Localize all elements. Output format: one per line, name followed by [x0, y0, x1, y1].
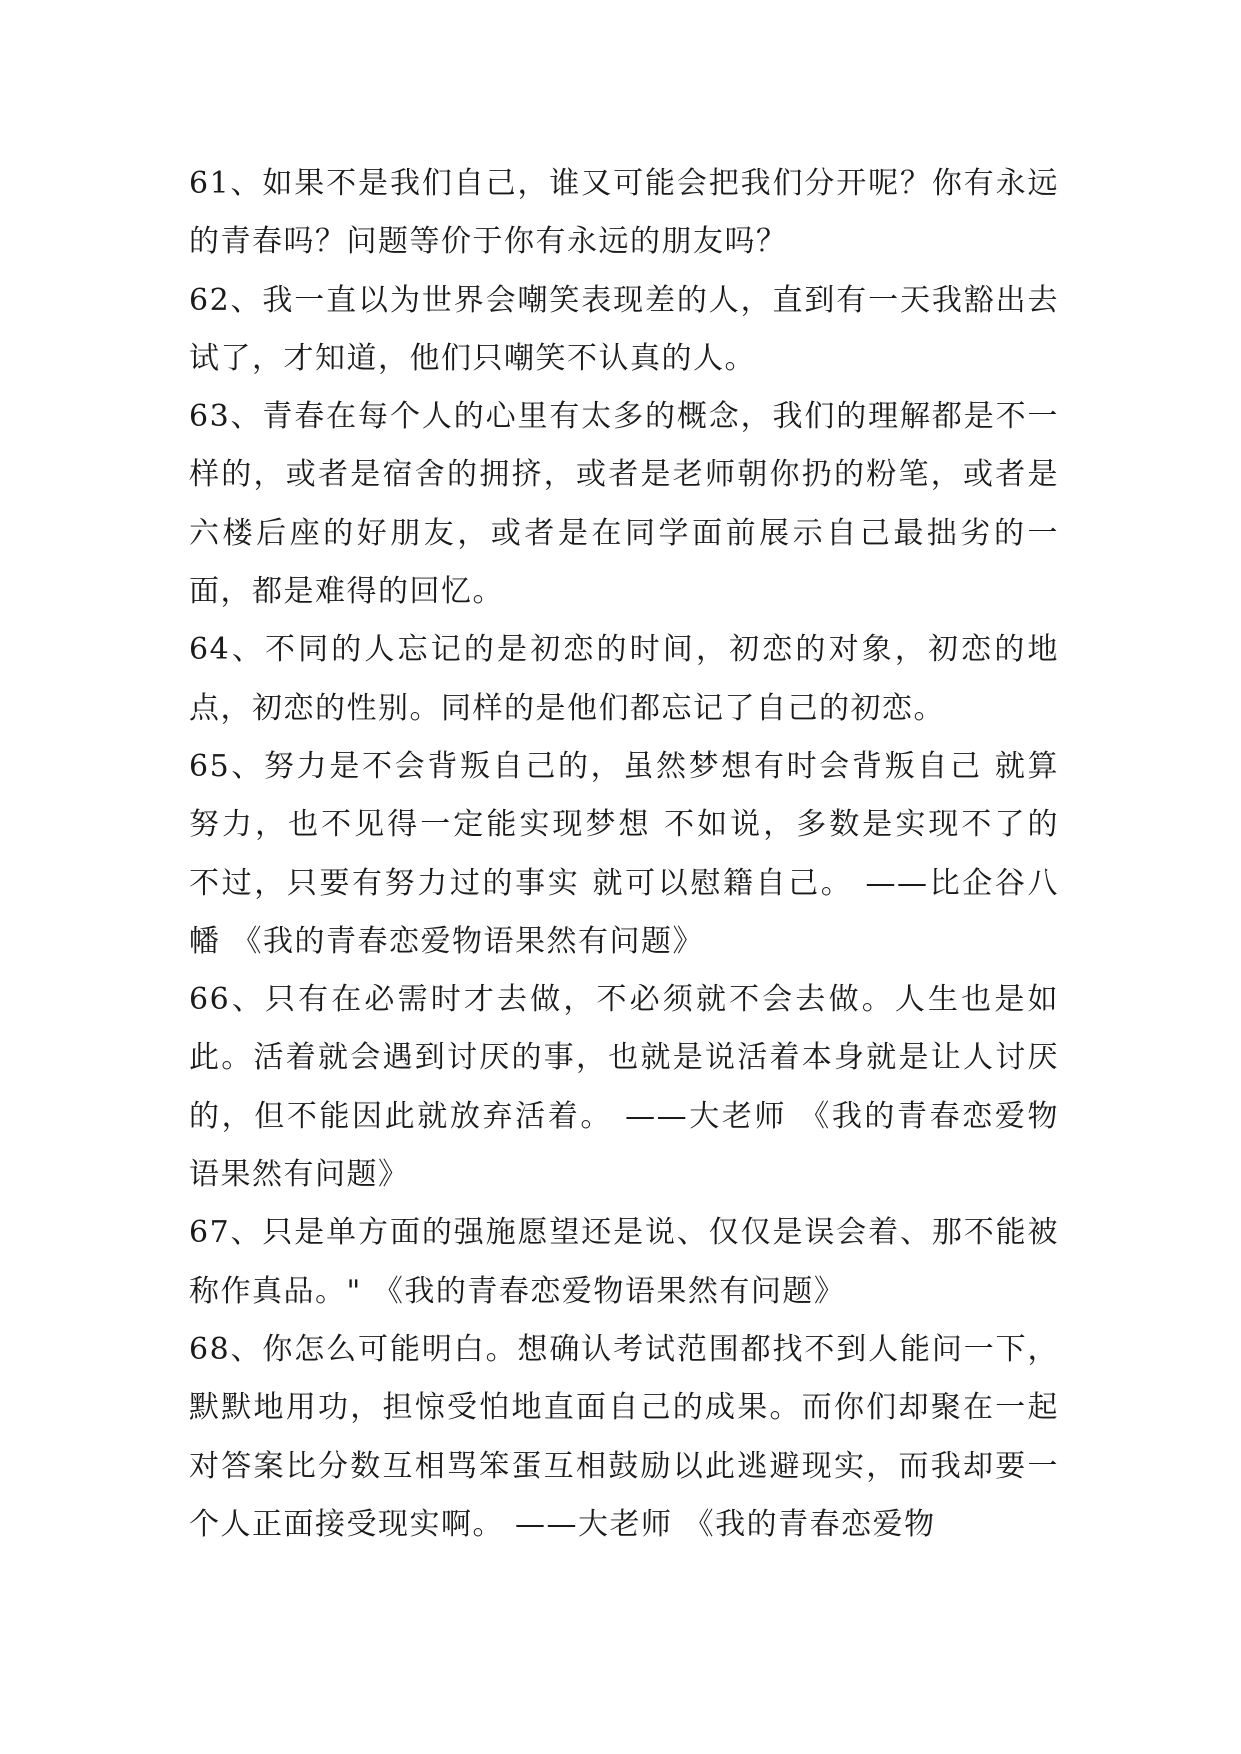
paragraph-61: 61、如果不是我们自己，谁又可能会把我们分开呢？你有永远的青春吗？问题等价于你有永远的朋友吗？ — [189, 166, 1059, 260]
paragraph-68: 68、你怎么可能明白。想确认考试范围都找不到人能问一下，默默地用功，担惊受怕地直面自己的成果。而你们却聚在一起对答案比分数互相骂笨蛋互相鼓励以此逃避现实，而我却要一个人正面接受现实啊。 ——大老师 《我的青春恋爱物 — [189, 1331, 1059, 1542]
paragraph-66: 66、只有在必需时才去做，不必须就不会去做。人生也是如此。活着就会遇到讨厌的事，也就是说活着本身就是让人讨厌的，但不能因此就放弃活着。 ——大老师 《我的青春恋爱物语果然有问题》 — [189, 982, 1059, 1193]
paragraph-64: 64、不同的人忘记的是初恋的时间，初恋的对象，初恋的地点，初恋的性别。同样的是他们都忘记了自己的初恋。 — [189, 632, 1059, 726]
paragraph-67: 67、只是单方面的强施愿望还是说、仅仅是误会着、那不能被称作真品。" 《我的青春恋爱物语果然有问题》 — [189, 1215, 1059, 1309]
document-page — [189, 155, 1059, 1554]
paragraph-65: 65、努力是不会背叛自己的，虽然梦想有时会背叛自己 就算努力，也不见得一定能实现梦想 不如说，多数是实现不了的 不过，只要有努力过的事实 就可以慰籍自己。 ——比企谷八幡 《我的青春恋爱物语果然有问题》 — [189, 748, 1059, 959]
paragraph-63: 63、青春在每个人的心里有太多的概念，我们的理解都是不一样的，或者是宿舍的拥挤，或者是老师朝你扔的粉笔，或者是六楼后座的好朋友，或者是在同学面前展示自己最拙劣的一面，都是难得的回忆。 — [189, 399, 1059, 610]
paragraph-62: 62、我一直以为世界会嘲笑表现差的人，直到有一天我豁出去试了，才知道，他们只嘲笑不认真的人。 — [189, 282, 1059, 376]
